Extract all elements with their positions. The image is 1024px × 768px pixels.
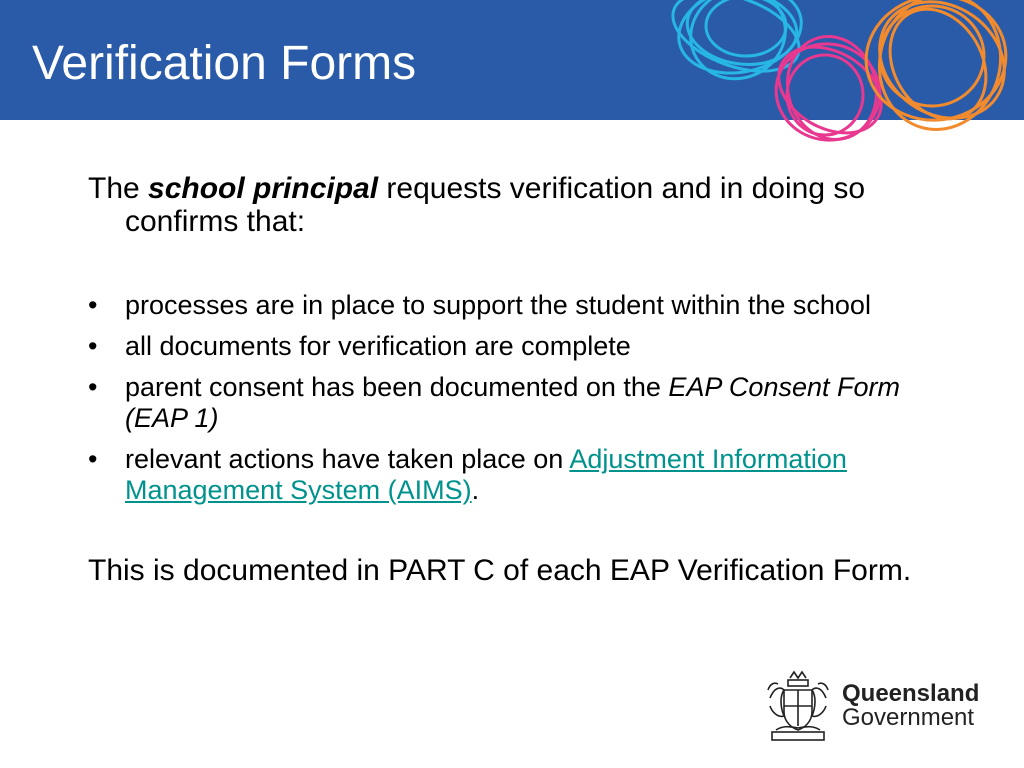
- logo-line-government: Government: [842, 704, 975, 731]
- list-item: [88, 444, 948, 506]
- bullet-icon: •: [88, 444, 98, 474]
- bullet-period: .: [471, 475, 480, 505]
- bullet-text: all documents for verification are complete: [125, 331, 631, 361]
- aims-link[interactable]: Adjustment Information Management System (AIMS): [125, 444, 847, 505]
- list-item: [88, 331, 948, 362]
- bullet-text: processes are in place to support the student within the school: [125, 290, 871, 320]
- slide-content: [88, 172, 948, 587]
- logo-line-queensland: Queensland: [842, 680, 980, 707]
- list-item: [88, 372, 948, 434]
- intro-suffix: requests verification and in doing so confirms that:: [125, 172, 866, 238]
- eap-consent-form-name: EAP Consent Form (EAP 1): [125, 372, 900, 433]
- list-item: [88, 290, 948, 321]
- logo-text: [842, 682, 979, 730]
- intro-prefix: The: [88, 172, 149, 205]
- bullet-icon: •: [88, 290, 98, 320]
- bullet-list: [88, 290, 948, 506]
- coat-of-arms-icon: [762, 668, 834, 744]
- closing-paragraph: This is documented in PART C of each EAP Verification Form.: [88, 554, 912, 587]
- bullet-text: parent consent has been documented on the: [125, 372, 669, 402]
- bullet-text: relevant actions have taken place on: [125, 444, 570, 474]
- scribble-decoration-icon: [660, 0, 1024, 160]
- bullet-icon: •: [88, 331, 98, 361]
- intro-emphasis: school principal: [148, 172, 379, 205]
- queensland-government-logo: [762, 668, 992, 744]
- bullet-icon: •: [88, 372, 98, 402]
- slide-title: Verification Forms: [32, 37, 417, 90]
- intro-paragraph: [88, 172, 948, 238]
